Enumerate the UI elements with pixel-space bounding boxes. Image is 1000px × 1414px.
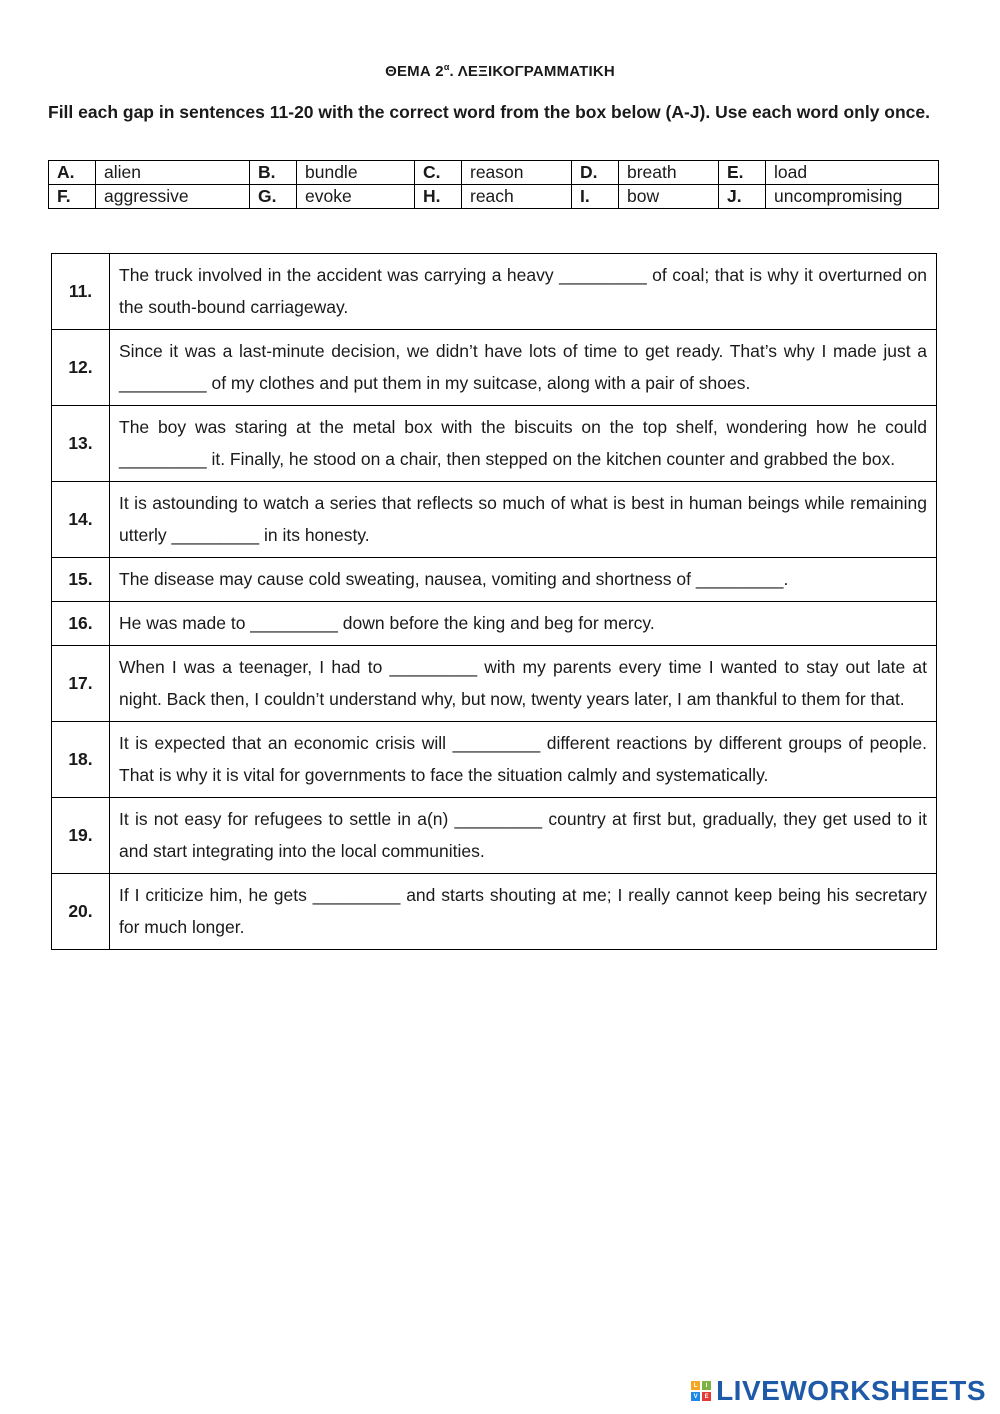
page-title: ΘΕΜΑ $2^\alpha$. ΛΕΞΙΚΟΓΡΑΜΜΑΤΙΚΗ (385, 62, 615, 80)
logo-square: V (691, 1392, 700, 1401)
word-letter: G. (250, 185, 297, 209)
question-text: The disease may cause cold sweating, nausea, vomiting and shortness of _________. (110, 558, 937, 602)
question-row (52, 874, 937, 950)
question-number: 16. (52, 602, 110, 646)
word-option: uncompromising (766, 185, 939, 209)
question-row (52, 330, 937, 406)
question-number: 14. (52, 482, 110, 558)
logo-square: E (702, 1392, 711, 1401)
word-option: aggressive (96, 185, 250, 209)
liveworksheets-logo[interactable] (690, 1374, 986, 1408)
logo-text: LIVEWORKSHEETS (716, 1375, 986, 1406)
question-row (52, 602, 937, 646)
word-letter: D. (572, 161, 619, 185)
question-text: The truck involved in the accident was carrying a heavy _________ of coal; that is why it overturned on the south-bound carriageway. (110, 254, 937, 330)
word-letter: H. (415, 185, 462, 209)
question-number: 17. (52, 646, 110, 722)
word-letter: A. (49, 161, 96, 185)
question-text: He was made to _________ down before the king and beg for mercy. (110, 602, 937, 646)
question-number: 12. (52, 330, 110, 406)
question-text: Since it was a last-minute decision, we didn’t have lots of time to get ready. That’s why I made just a _________ of my clothes and put them in my suitcase, along with a pair of shoes. (110, 330, 937, 406)
question-row (52, 254, 937, 330)
question-number: 15. (52, 558, 110, 602)
word-option: breath (619, 161, 719, 185)
question-row (52, 646, 937, 722)
question-text: When I was a teenager, I had to _________ with my parents every time I wanted to stay out late at night. Back then, I couldn’t understand why, but now, twenty years later, I am thankful to them for that. (110, 646, 937, 722)
instructions: Fill each gap in sentences 11-20 with the correct word from the box below (A-J). Use each word only once. (48, 102, 931, 122)
question-number: 18. (52, 722, 110, 798)
word-box-row (49, 185, 939, 209)
word-option: bundle (297, 161, 415, 185)
word-option: evoke (297, 185, 415, 209)
word-box-row (49, 161, 939, 185)
word-box (48, 160, 939, 209)
question-row (52, 482, 937, 558)
logo-mark-icon (690, 1380, 712, 1402)
word-letter: I. (572, 185, 619, 209)
word-option: reach (462, 185, 572, 209)
word-option: reason (462, 161, 572, 185)
word-letter: E. (719, 161, 766, 185)
question-row (52, 406, 937, 482)
question-text: It is expected that an economic crisis will _________ different reactions by different groups of people. That is why it is vital for governments to face the situation calmly and systematically. (110, 722, 937, 798)
logo-square: I (702, 1381, 711, 1390)
question-text: The boy was staring at the metal box with the biscuits on the top shelf, wondering how he could _________ it. Finally, he stood on a chair, then stepped on the kitchen counter and grabbed the box. (110, 406, 937, 482)
question-text: It is not easy for refugees to settle in a(n) _________ country at first but, gradually, they get used to it and start integrating into the local communities. (110, 798, 937, 874)
question-row (52, 558, 937, 602)
logo-square: L (691, 1381, 700, 1390)
question-text: If I criticize him, he gets _________ and starts shouting at me; I really cannot keep being his secretary for much longer. (110, 874, 937, 950)
question-row (52, 722, 937, 798)
word-letter: F. (49, 185, 96, 209)
word-option: bow (619, 185, 719, 209)
word-letter: B. (250, 161, 297, 185)
question-number: 11. (52, 254, 110, 330)
question-number: 19. (52, 798, 110, 874)
question-row (52, 798, 937, 874)
questions-table (51, 253, 937, 950)
question-text: It is astounding to watch a series that reflects so much of what is best in human beings while remaining utterly _________ in its honesty. (110, 482, 937, 558)
question-number: 13. (52, 406, 110, 482)
word-letter: C. (415, 161, 462, 185)
question-number: 20. (52, 874, 110, 950)
word-option: load (766, 161, 939, 185)
word-letter: J. (719, 185, 766, 209)
word-option: alien (96, 161, 250, 185)
